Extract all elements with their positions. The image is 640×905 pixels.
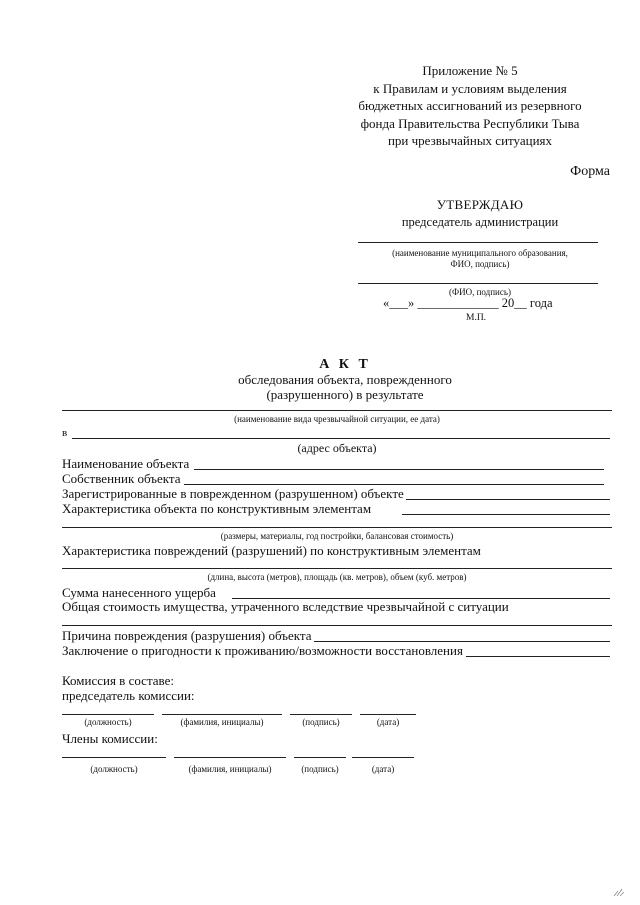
date-year-prefix: 20 [501,296,515,310]
structure-field-1[interactable] [402,514,610,515]
date-quote-close: » [408,296,415,310]
chairman-signature-field[interactable] [290,714,352,715]
damage-caption: (длина, высота (метров), площадь (кв. метров), объем (куб. метров) [207,572,467,582]
object-name-field[interactable] [194,469,604,470]
approval-title: УТВЕРЖДАЮ [436,197,524,212]
approval-fio-line[interactable] [358,283,598,284]
property-cost-label: Общая стоимость имущества, утраченного вследствие чрезвычайной с ситуации [62,599,509,614]
emergency-caption: (наименование вида чрезвычайной ситуации, ее дата) [234,414,440,424]
damage-label: Характеристика повреждений (разрушений) по конструктивным элементам [62,543,481,558]
chairman-signature-caption: (подпись) [302,717,340,727]
object-owner-label: Собственник объекта [62,471,181,486]
approval-fio-caption: (ФИО, подпись) [449,287,511,297]
structure-field-2[interactable] [62,527,612,528]
date-month-field[interactable]: _____________ [417,296,499,310]
approval-date-row [383,296,553,311]
registered-label: Зарегистрированные в поврежденном (разрушенном) объекте [62,486,404,501]
member-date-caption: (дата) [371,764,395,774]
act-subtitle-1: обследования объекта, поврежденного [238,372,452,387]
address-field[interactable] [72,438,610,439]
object-owner-field[interactable] [184,484,604,485]
approval-org-caption-1: (наименование муниципального образования, [392,248,568,258]
act-subtitle-2: (разрушенного) в результате [266,387,424,402]
damage-field[interactable] [62,568,612,569]
registered-field[interactable] [406,499,610,500]
chairman-position-field[interactable] [62,714,154,715]
structure-caption: (размеры, материалы, год постройки, балансовая стоимость) [220,531,454,541]
appendix-line-1: Приложение № 5 [422,63,518,78]
date-quote-open: « [383,296,390,310]
act-title: А К Т [319,357,371,372]
member-date-field[interactable] [352,757,414,758]
chairman-date-caption: (дата) [376,717,400,727]
commission-members-label: Члены комиссии: [62,731,158,746]
address-in-label: в [62,427,68,439]
approval-org-caption-2: ФИО, подпись) [450,259,510,269]
conclusion-label: Заключение о пригодности к проживанию/возможности восстановления [62,643,463,658]
date-year-word: года [529,296,553,310]
address-caption: (адрес объекта) [297,441,377,455]
approval-org-line[interactable] [358,242,598,243]
emergency-field[interactable] [62,410,612,411]
scan-mark-icon [612,884,626,898]
cause-label: Причина повреждения (разрушения) объекта [62,628,312,643]
property-cost-field[interactable] [62,625,612,626]
commission-composition: Комиссия в составе: [62,673,174,688]
chairman-position-caption: (должность) [84,717,132,727]
member-signature-caption: (подпись) [301,764,339,774]
member-position-field[interactable] [62,757,166,758]
date-year-field[interactable]: __ [514,296,527,310]
member-position-caption: (должность) [90,764,138,774]
object-name-label: Наименование объекта [62,456,190,471]
cause-field[interactable] [314,641,610,642]
stamp-label: М.П. [466,313,487,323]
appendix-line-5: при чрезвычайных ситуациях [387,133,553,148]
appendix-line-3: бюджетных ассигнований из резервного [358,98,582,113]
structure-label: Характеристика объекта по конструктивным элементам [62,501,372,516]
chairman-name-caption: (фамилия, инициалы) [180,717,264,727]
date-day-field[interactable]: ___ [389,296,408,310]
chairman-date-field[interactable] [360,714,416,715]
form-label: Форма [570,164,610,179]
approval-subtitle: председатель администрации [401,215,559,229]
member-name-caption: (фамилия, инициалы) [188,764,272,774]
commission-chairman-label: председатель комиссии: [62,688,195,703]
member-signature-field[interactable] [294,757,346,758]
damage-sum-label: Сумма нанесенного ущерба [62,585,216,600]
chairman-name-field[interactable] [162,714,282,715]
appendix-line-4: фонда Правительства Республики Тыва [360,115,580,131]
conclusion-field[interactable] [466,656,610,657]
appendix-header [330,62,610,150]
member-name-field[interactable] [174,757,286,758]
appendix-line-2: к Правилам и условиям выделения [373,80,567,96]
